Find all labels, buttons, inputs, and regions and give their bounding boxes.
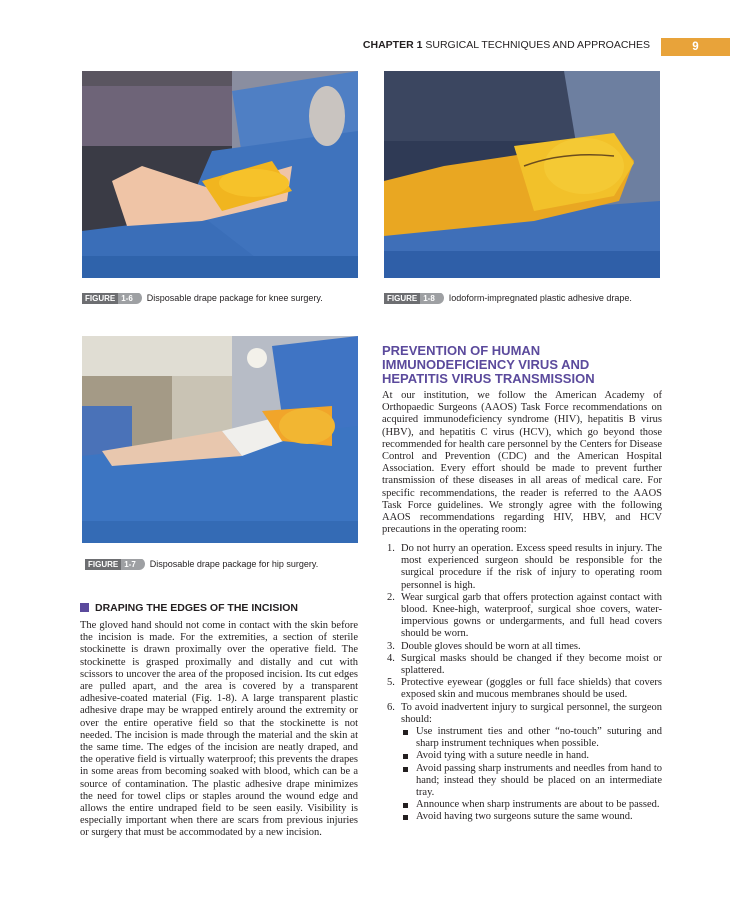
square-bullet xyxy=(403,767,408,772)
section-heading-draping xyxy=(80,602,298,614)
square-bullet xyxy=(403,803,408,808)
figure-tag xyxy=(85,558,145,570)
figure-label: FIGURE xyxy=(384,293,420,304)
list-item: 2. Wear surgical garb that offers protection against contact with blood. Knee-high, waterproof, surgical shoe covers, water-impervious gowns or undergarments, and full head covers should be worn. xyxy=(387,591,662,640)
heading-line: IMMUNODEFICIENCY VIRUS AND xyxy=(382,357,590,372)
page-number: 9 xyxy=(661,38,730,56)
figure-number: 1-6 xyxy=(118,293,142,304)
figure-number: 1-7 xyxy=(121,559,145,570)
draping-body-paragraph: The gloved hand should not come in contact with the skin before the incision is made. For the extremities, a section of sterile stockinette is drawn proximally over the operative field. The stockinette is grasped proximally and distally and cut with scissors to uncover the area of the proposed incision. Its cut edges are pulled apart, and the area is covered by a transparent adhesive-coated material (Fig. 1-8). A large transparent plastic adhesive drape may be wrapped entirely around the extremity or over the entire operative field so that the stockinette is not needed. The incision is made through the material and the skin at the same time. The edges of the incision are neatly draped, and the operative field is virtually waterproof; this prevents the drapes in some areas from becoming soaked with blood, which can be a source of contamination. The plastic adhesive drape minimizes the need for towel clips or staples around the wound edge and allows the entire undraped field to be seen easily. Visibility is especially important when there are scars from previous injuries or surgery that must be accommodated by a new incision. xyxy=(80,620,358,839)
chapter-title: SURGICAL TECHNIQUES AND APPROACHES xyxy=(425,39,650,51)
figure-label: FIGURE xyxy=(85,559,121,570)
figure-1-6-photo xyxy=(82,71,358,278)
sublist-item: Avoid tying with a suture needle in hand. xyxy=(401,750,662,762)
figure-1-7-caption xyxy=(85,558,318,572)
aaos-recommendations-list xyxy=(382,543,662,824)
square-bullet xyxy=(403,730,408,735)
figure-caption-text: Disposable drape package for knee surgery. xyxy=(146,293,323,303)
sublist-item: Use instrument ties and other “no-touch” suturing and sharp instrument techniques when possible. xyxy=(401,726,662,750)
figure-tag xyxy=(82,292,142,304)
list-item: 3. Double gloves should be worn at all times. xyxy=(387,640,581,652)
list-item: 1. Do not hurry an operation. Excess speed results in injury. The most experienced surgeon should be responsible for the surgical procedure if the risk of injury to operating room personnel is high. xyxy=(387,543,662,591)
hiv-intro-paragraph: At our institution, we follow the American Academy of Orthopaedic Surgeons (AAOS) Task Force recommendations on acquired immunodeficiency syndrome (HIV), hepatitis B virus (HBV), and hepatitis C virus (HCV), which go beyond those recommended for health care personnel by the Centers for Disease Control and Prevention (CDC) and the American Hospital Association. Every effort should be made to prevent further transmission of these diseases in all areas of medical care. For specific recommendations, the reader is referred to the AAOS Task Force guidelines. We strongly agree with the following AAOS recommendations regarding HIV, HBV, and HCV precautions in the operating room: xyxy=(382,390,662,536)
section-heading-hiv-prevention xyxy=(382,344,672,386)
heading-line: HEPATITIS VIRUS TRANSMISSION xyxy=(382,371,595,386)
heading-line: PREVENTION OF HUMAN xyxy=(382,343,541,358)
figure-1-7-photo xyxy=(82,336,358,543)
surgeon-precautions-sublist xyxy=(401,726,662,824)
figure-label: FIGURE xyxy=(82,293,118,304)
chapter-heading xyxy=(363,39,650,51)
running-header xyxy=(0,38,730,56)
square-bullet xyxy=(403,815,408,820)
square-bullet xyxy=(403,754,408,759)
figure-caption-text: Disposable drape package for hip surgery. xyxy=(149,559,319,569)
figure-1-6-caption xyxy=(82,292,323,306)
sublist-item: Avoid passing sharp instruments and needles from hand to hand; instead they should be placed on an intermediate tray. xyxy=(401,763,662,800)
figure-number: 1-8 xyxy=(420,293,444,304)
chapter-label: CHAPTER 1 xyxy=(362,39,423,51)
sublist-item: Avoid having two surgeons suture the same wound. xyxy=(401,811,662,823)
figure-1-8-photo xyxy=(384,71,660,278)
figure-tag xyxy=(384,292,444,304)
figure-caption-text: Iodoform-impregnated plastic adhesive drape. xyxy=(448,293,632,303)
sublist-item: Announce when sharp instruments are about to be passed. xyxy=(401,799,662,811)
list-item: 5. Protective eyewear (goggles or full face shields) that covers exposed skin and mucous membranes should be used. xyxy=(387,677,662,701)
list-item: 4. Surgical masks should be changed if they become moist or splattered. xyxy=(387,652,662,677)
list-item: 6. To avoid inadvertent injury to surgical personnel, the surgeon should: Use instrument ties and other “no-touch” suturing and sharp instrument techniques when possible. Avoid tying with a suture needle in hand. Avoid passing sharp instruments and needles from hand to hand; instead they should be placed on an intermediate tray. Announce when sharp instruments are about to be passed. Avoid having two surgeons suture the same wound. xyxy=(387,701,662,823)
figure-1-8-caption xyxy=(384,292,632,306)
section-bullet-square xyxy=(80,603,89,612)
section-heading-text: DRAPING THE EDGES OF THE INCISION xyxy=(95,602,299,614)
